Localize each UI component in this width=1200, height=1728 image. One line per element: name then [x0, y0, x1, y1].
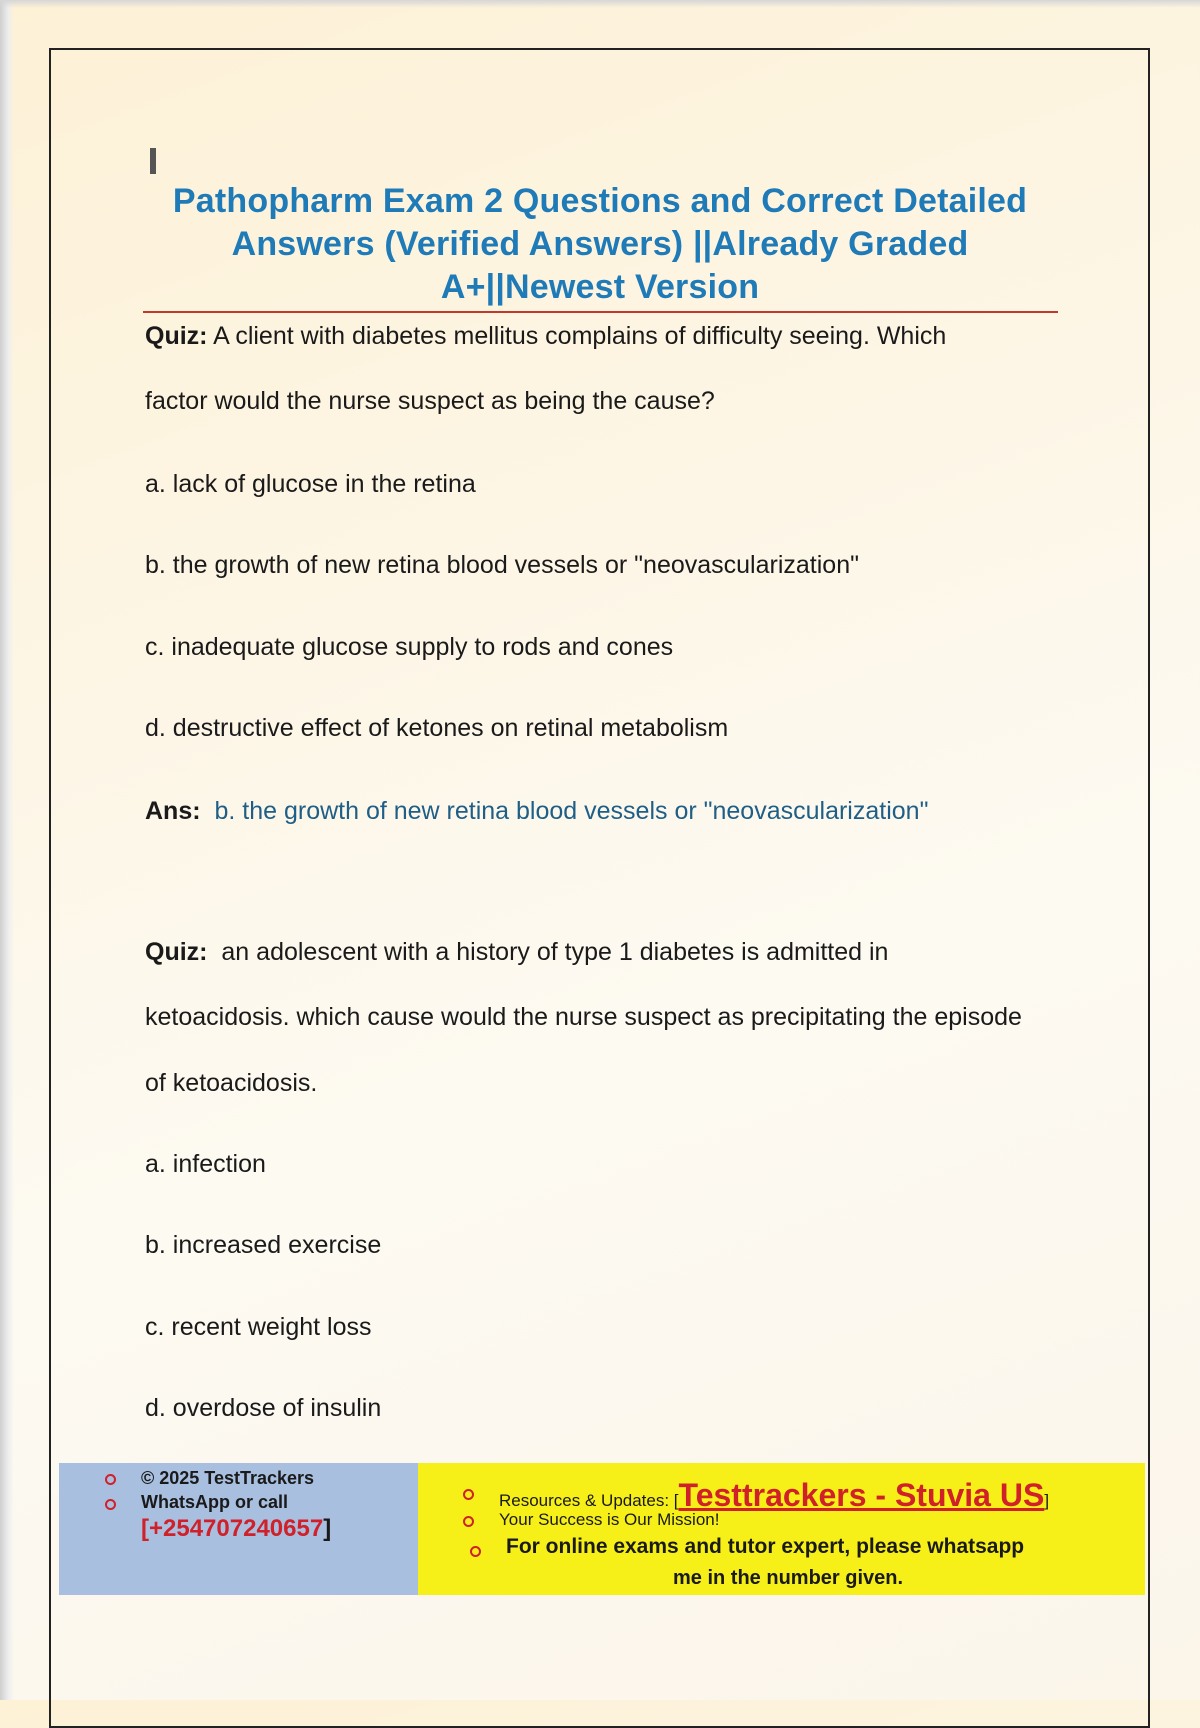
footer-promo-line-2: me in the number given.	[673, 1567, 904, 1589]
question-2-label: Quiz:	[145, 938, 208, 966]
question-1-line-1	[145, 322, 946, 351]
question-1-option-a: a. lack of glucose in the retina	[145, 470, 476, 498]
viewer-left-edge	[0, 0, 14, 1700]
question-1-option-b: b. the growth of new retina blood vessels or "neovascularization"	[145, 551, 859, 579]
title-line-1: Pathopharm Exam 2 Questions and Correct Detailed	[172, 182, 1028, 220]
document-title	[140, 180, 1060, 309]
text-cursor-mark	[150, 148, 156, 174]
question-2-line-1	[145, 938, 888, 967]
footer-phone[interactable]: +254707240657	[149, 1515, 324, 1542]
bullet-icon	[463, 1516, 474, 1527]
question-1-option-c: c. inadequate glucose supply to rods and cones	[145, 633, 674, 661]
question-1-option-d: d. destructive effect of ketones on retinal metabolism	[145, 714, 729, 742]
bullet-icon	[463, 1489, 474, 1500]
resources-link[interactable]: Testtrackers - Stuvia US	[678, 1477, 1045, 1513]
title-line-3: A+||Newest Version	[440, 268, 760, 306]
title-line-2: Answers (Verified Answers) ||Already Graded	[231, 225, 969, 263]
question-1-answer-line	[145, 797, 928, 826]
question-2-option-b: b. increased exercise	[145, 1231, 382, 1259]
viewer-top-edge	[0, 0, 1200, 8]
answer-1-text: b. the growth of new retina blood vessels or "neovascularization"	[214, 797, 929, 825]
footer-contact-label: WhatsApp or call	[141, 1492, 289, 1512]
question-2-option-d: d. overdose of insulin	[145, 1394, 382, 1422]
resources-line	[499, 1477, 1049, 1514]
answer-1-label: Ans:	[145, 797, 201, 825]
question-1-text-1: A client with diabetes mellitus complains of difficulty seeing. Which	[213, 322, 947, 350]
resources-label: Resources & Updates: [	[499, 1491, 679, 1510]
resources-bracket-close: ]	[1044, 1491, 1050, 1510]
bullet-icon	[105, 1474, 116, 1485]
bullet-icon	[470, 1546, 481, 1557]
question-2-text-3: of ketoacidosis.	[145, 1069, 318, 1097]
title-underline	[143, 311, 1058, 313]
footer-banner	[59, 1463, 1145, 1595]
footer-copyright: © 2025 TestTrackers	[141, 1468, 315, 1488]
phone-bracket-close: ]	[323, 1515, 332, 1542]
question-2-text-2: ketoacidosis. which cause would the nurse suspect as precipitating the episode	[145, 1003, 1022, 1031]
question-2-text-1: an adolescent with a history of type 1 diabetes is admitted in	[221, 938, 889, 966]
footer-mission: Your Success is Our Mission!	[499, 1510, 720, 1529]
question-1-text-2: factor would the nurse suspect as being the cause?	[145, 387, 715, 415]
footer-contact-panel	[59, 1463, 418, 1595]
footer-promo-line-1: For online exams and tutor expert, please whatsapp	[506, 1535, 1025, 1558]
footer-resources-panel	[418, 1463, 1145, 1595]
question-1-label: Quiz:	[145, 322, 208, 350]
question-2-option-a: a. infection	[145, 1150, 266, 1178]
footer-phone-line	[141, 1515, 331, 1543]
question-2-option-c: c. recent weight loss	[145, 1313, 372, 1341]
bullet-icon	[105, 1499, 116, 1510]
phone-bracket-open: [	[141, 1515, 149, 1542]
